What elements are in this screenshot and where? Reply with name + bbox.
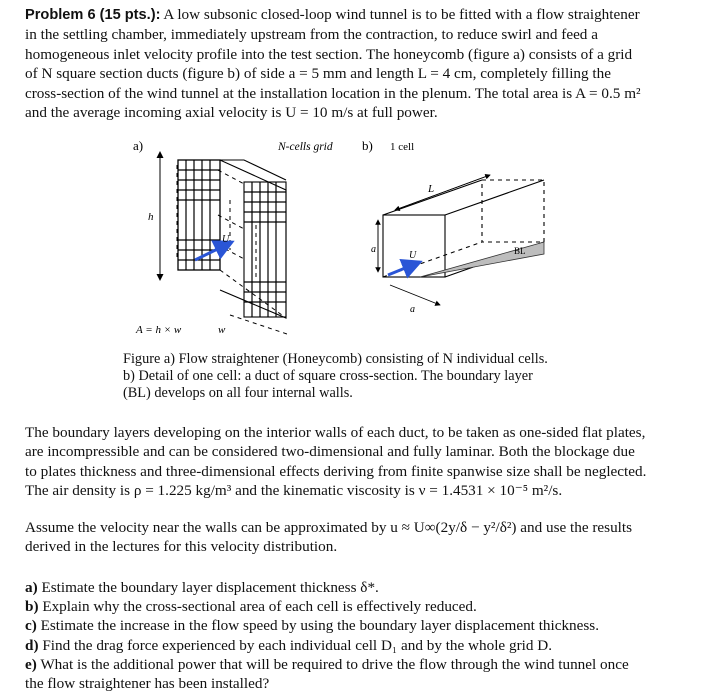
intro-line-4: of N square section ducts (figure b) of side a = 5 mm and length L = 4 cm, completely filling the <box>25 65 611 83</box>
cell-diagram <box>378 175 544 305</box>
question-e-line-2: the flow straightener has been installed? <box>25 675 270 693</box>
fig-label-u-b: U <box>409 250 417 261</box>
question-list <box>25 578 685 693</box>
problem-title: Problem 6 (15 pts.): <box>25 7 161 23</box>
bl-paragraph <box>25 423 675 501</box>
fig-label-b: b) <box>362 138 373 153</box>
fig-label-area: A = h × w <box>136 324 182 336</box>
fig-label-L: L <box>428 183 435 195</box>
assume-line-1: Assume the velocity near the walls can be approximated by u ≈ U∞(2y/δ − y²/δ²) and use the results <box>25 519 633 536</box>
assume-line-2: derived in the lectures for this velocity distribution. <box>25 538 338 556</box>
problem-statement <box>25 5 675 122</box>
bl-line-3: to plates thickness and three-dimensional effects deriving from finite spanwise size shall be neglected. <box>25 462 647 480</box>
intro-line-3: homogeneous inlet velocity profile into the test section. The honeycomb (figure a) consists of a grid <box>25 45 633 63</box>
fig-label-u-a: U <box>222 234 230 245</box>
question-b: b) Explain why the cross-sectional area of each cell is effectively reduced. <box>25 598 477 616</box>
fig-label-grid: N-cells grid <box>278 141 333 153</box>
bl-line-1: The boundary layers developing on the interior walls of each duct, to be taken as one-sided flat plates, <box>25 424 646 441</box>
assumption-paragraph <box>25 518 675 557</box>
figure-caption <box>123 351 578 402</box>
intro-line-1: A low subsonic closed-loop wind tunnel is to be fitted with a flow straightener <box>163 6 640 23</box>
fig-label-a-bottom: a <box>410 304 415 315</box>
fig-label-w: w <box>218 324 226 336</box>
question-d: d) Find the drag force experienced by each individual cell D₁ and by the whole grid D. <box>25 636 552 654</box>
caption-line-1: Figure a) Flow straightener (Honeycomb) consisting of N individual cells. <box>123 351 548 367</box>
intro-line-2: in the settling chamber, immediately upstream from the contraction, to reduce swirl and feed a <box>25 26 598 44</box>
caption-line-3: (BL) develops on all four internal walls. <box>123 385 353 401</box>
caption-line-2: b) Detail of one cell: a duct of square cross-section. The boundary layer <box>123 368 533 384</box>
question-c: c) Estimate the increase in the flow speed by using the boundary layer displacement thickness. <box>25 617 600 635</box>
fig-label-a: a) <box>133 138 144 153</box>
fig-label-bl: BL <box>514 246 526 256</box>
fig-label-a-side: a <box>371 244 376 255</box>
question-e-line-1: e) What is the additional power that will be required to drive the flow through the wind tunnel once <box>25 655 629 673</box>
intro-line-5: cross-section of the wind tunnel at the installation location in the plenum. The total area is A = 0.5 m² <box>25 84 641 102</box>
honeycomb-figure <box>0 130 705 350</box>
intro-line-6: and the average incoming axial velocity is U = 10 m/s at full power. <box>25 104 438 122</box>
bl-line-2: are incompressible and can be considered two-dimensional and fully laminar. Both the blockage due <box>25 443 635 461</box>
bl-line-4: The air density is ρ = 1.225 kg/m³ and the kinematic viscosity is ν = 1.4531 × 10⁻⁵ m²/s. <box>25 482 563 500</box>
question-a: a) Estimate the boundary layer displacement thickness δ*. <box>25 579 379 596</box>
fig-label-cell: 1 cell <box>390 141 415 153</box>
fig-label-h: h <box>148 211 154 223</box>
